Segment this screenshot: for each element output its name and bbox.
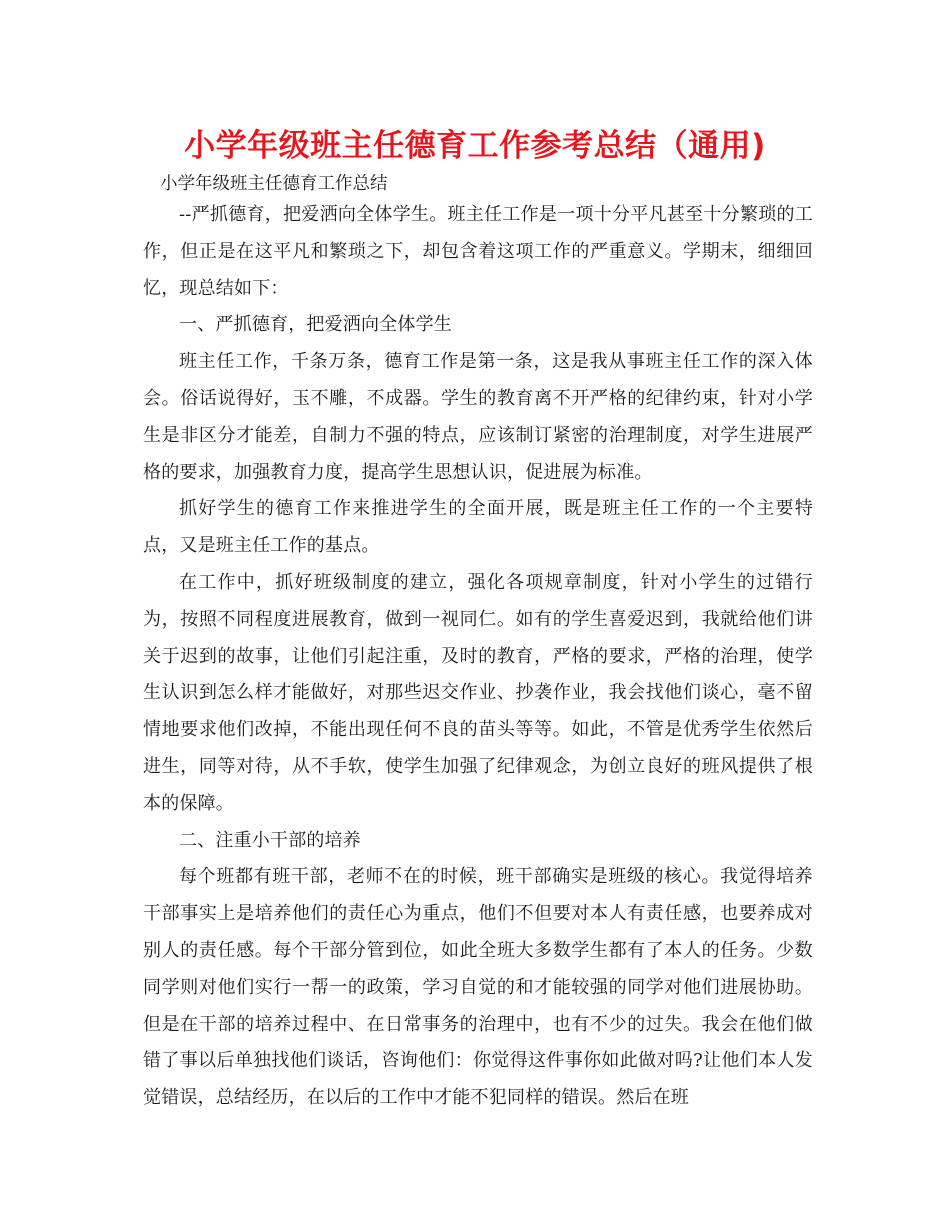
document-body [143,197,813,1117]
paragraph: 每个班都有班干部，老师不在的时候，班干部确实是班级的核心。我觉得培养干部事实上是培养他们的责任心为重点，他们不但要对本人有责任感，也要养成对别人的责任感。每个干部分管到位，如此全班大多数学生都有了本人的任务。少数同学则对他们实行一帮一的政策，学习自觉的和才能较强的同学对他们进展协助。但是在干部的培养过程中、在日常事务的治理中，也有不少的过失。我会在他们做错了事以后单独找他们谈话，咨询他们：你觉得这件事你如此做对吗?让他们本人发觉错误，总结经历，在以后的工作中才能不犯同样的错误。然后在班 [143,866,813,1109]
paragraph: 在工作中，抓好班级制度的建立，强化各项规章制度，针对小学生的过错行为，按照不同程度进展教育，做到一视同仁。如有的学生喜爱迟到，我就给他们讲关于迟到的故事，让他们引起注重，及时的教育，严格的要求，严格的治理，使学生认识到怎么样才能做好，对那些迟交作业、抄袭作业，我会找他们谈心，毫不留情地要求他们改掉，不能出现任何不良的苗头等等。如此，不管是优秀学生依然后进生，同等对待，从不手软，使学生加强了纪律观念，为创立良好的班风提供了根本的保障。 [143,571,813,814]
paragraph: 抓好学生的德育工作来推进学生的全面开展，既是班主任工作的一个主要特点，又是班主任工作的基点。 [143,498,813,557]
section-heading-2: 二、注重小干部的培养 [179,829,361,851]
paragraph-intro: --严抓德育，把爱洒向全体学生。班主任工作是一项十分平凡甚至十分繁琐的工作，但正是在这平凡和繁琐之下，却包含着这项工作的严重意义。学期末，细细回忆，现总结如下： [143,204,813,299]
section-heading-1: 一、严抓德育，把爱洒向全体学生 [179,314,452,336]
paragraph: 班主任工作，千条万条，德育工作是第一条，这是我从事班主任工作的深入体会。俗话说得好，玉不雕，不成器。学生的教育离不开严格的纪律约束，针对小学生是非区分才能差，自制力不强的特点，应该制订紧密的治理制度，对学生进展严格的要求，加强教育力度，提高学生思想认识，促进展为标准。 [143,351,813,483]
document-title: 小学年级班主任德育工作参考总结（通用) [184,128,766,164]
document-subtitle: 小学年级班主任德育工作总结 [160,174,388,194]
